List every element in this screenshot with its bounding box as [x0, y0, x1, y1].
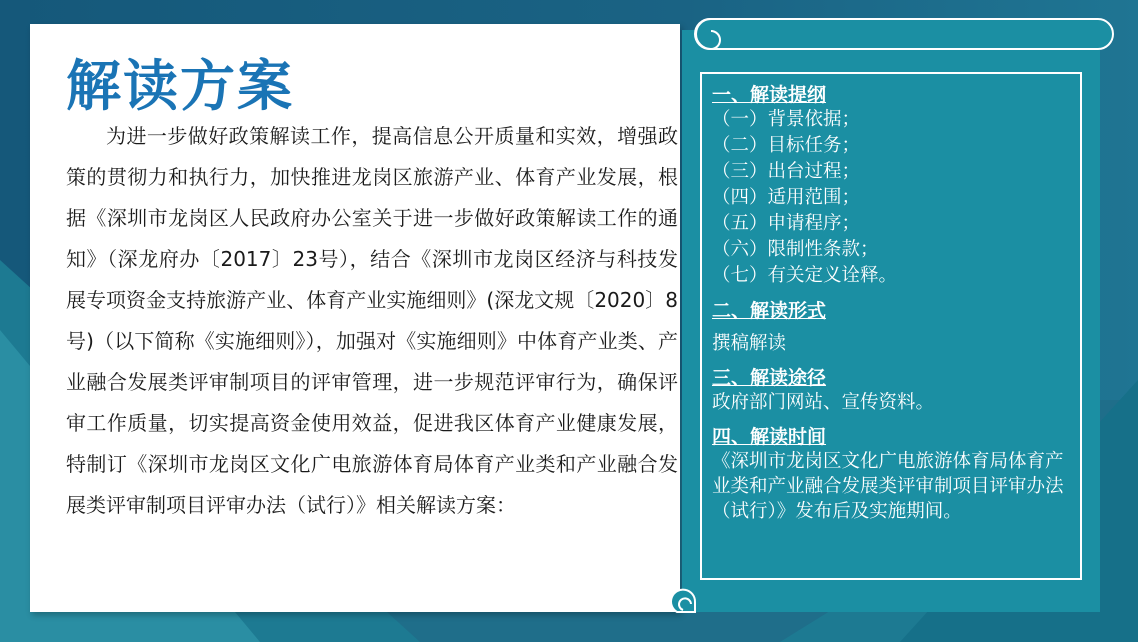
section-heading-time: 四、解读时间: [712, 426, 827, 448]
list-item: （四）适用范围；: [712, 187, 861, 208]
list-item: （六）限制性条款；: [712, 239, 879, 260]
list-item: （一）背景依据；: [712, 109, 861, 130]
outline-list: [712, 107, 1070, 289]
intro-paragraph: 为进一步做好政策解读工作，提高信息公开质量和实效，增强政策的贯彻力和执行力，加快推进龙岗区旅游产业、体育产业发展，根据《深圳市龙岗区人民政府办公室关于进一步做好政策解读工作的通知》（深龙府办〔2017〕23号），结合《深圳市龙岗区经济与科技发展专项资金支持旅游产业、体育产业实施细则》(深龙文规〔2020〕8号)（以下简称《实施细则》），加强对《实施细则》中体育产业类、产业融合发展类评审制项目的评审管理，进一步规范评审行为，确保评审工作质量，切实提高资金使用效益，促进我区体育产业健康发展，特制订《深圳市龙岗区文化广电旅游体育局体育产业类和产业融合发展类评审制项目评审办法（试行）》相关解读方案：: [66, 124, 678, 517]
section-heading-outline: 一、解读提纲: [712, 84, 827, 106]
list-item: （二）目标任务；: [712, 135, 861, 156]
section-heading-form: 二、解读形式: [712, 300, 827, 322]
page-title: 解读方案: [66, 54, 295, 118]
list-item: （五）申请程序；: [712, 213, 861, 234]
content-card: [30, 24, 680, 612]
time-text: 《深圳市龙岗区文化广电旅游体育局体育产业类和产业融合发展类评审制项目评审办法（试行）》发布后及实施期间。: [712, 451, 1064, 522]
section-heading-channel: 三、解读途径: [712, 367, 827, 389]
form-text: 撰稿解读: [712, 333, 787, 354]
list-item: （七）有关定义诠释。: [712, 265, 898, 286]
list-item: （三）出台过程；: [712, 161, 861, 182]
outline-panel: [700, 72, 1082, 580]
channel-text: 政府部门网站、宣传资料。: [712, 392, 935, 413]
